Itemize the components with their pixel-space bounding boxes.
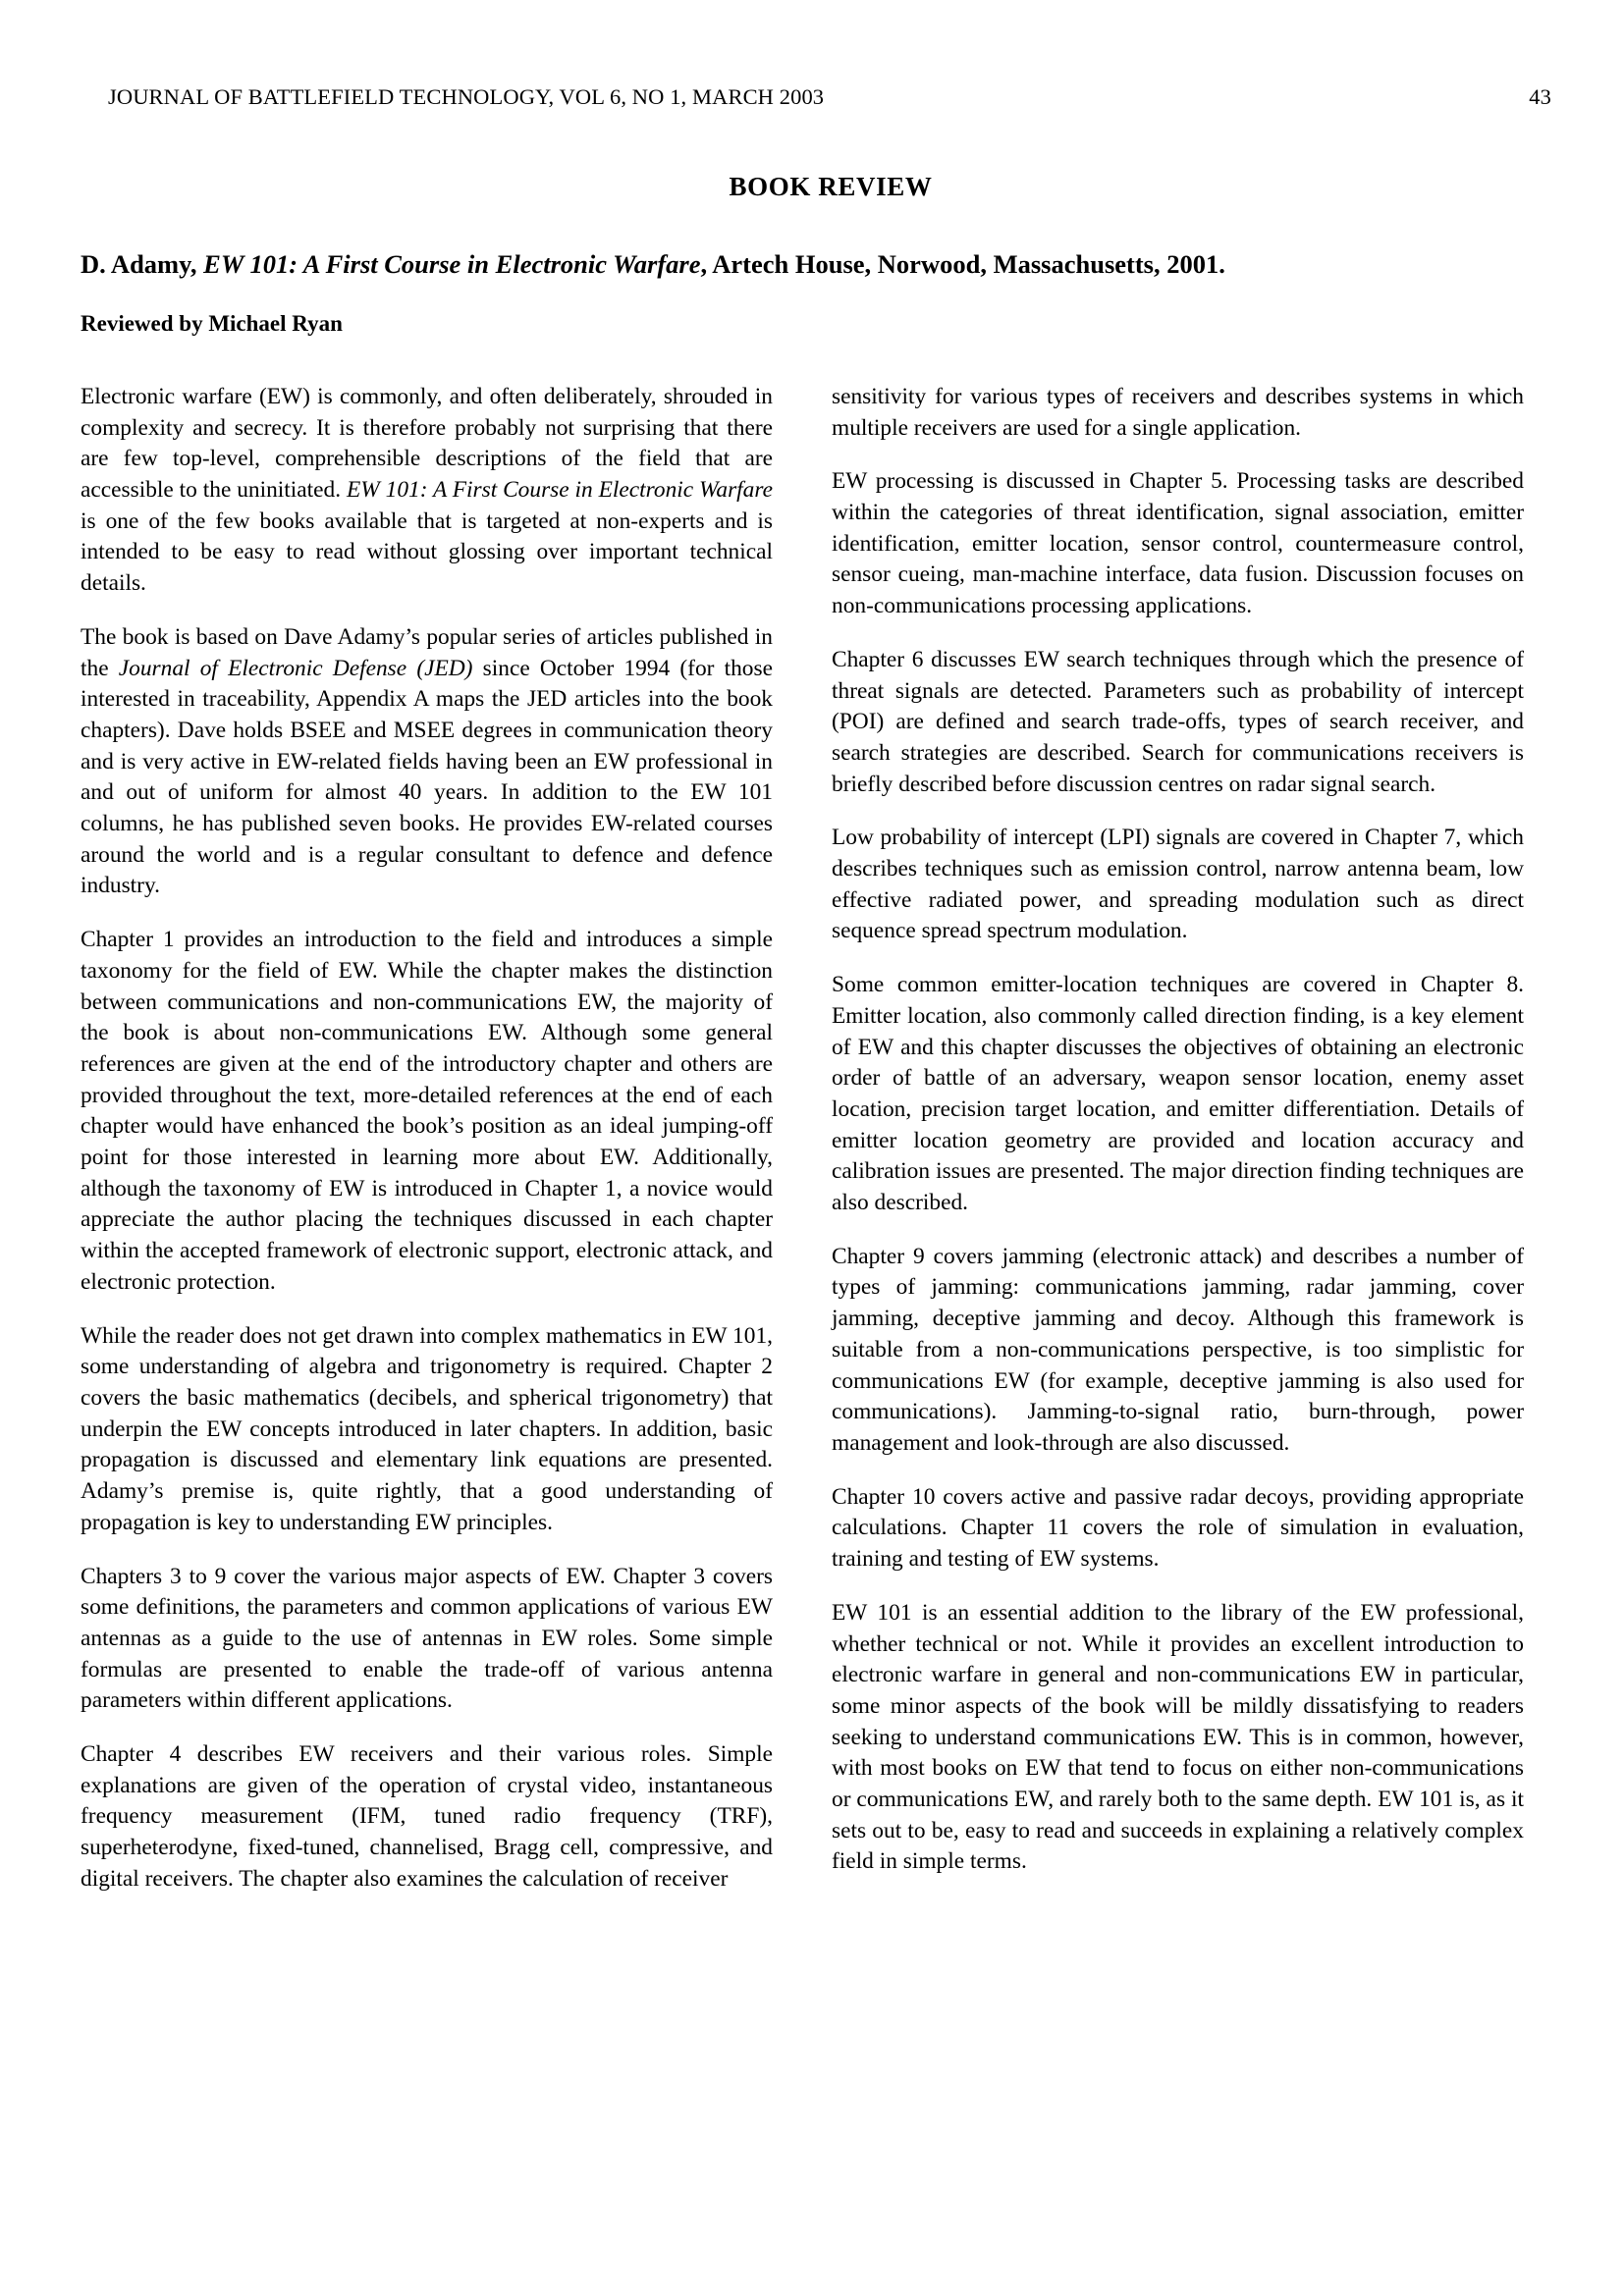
book-citation xyxy=(81,248,1553,282)
page-number: 43 xyxy=(1529,84,1551,109)
para-chapter-4 xyxy=(81,1739,773,1896)
para-chapter-4-cont xyxy=(832,382,1524,444)
citation-author: D. Adamy, xyxy=(81,249,204,279)
body-text: Chapter 10 covers active and passive radar decoys, providing appropriate calculations. Chapter 11 covers the role of simulation in evaluation, training and testing of EW systems. xyxy=(832,1483,1524,1573)
body-text: EW 101 is an essential addition to the library of the EW professional, whether technical or not. While it provides an excellent introduction to electronic warfare in general and non-communications EW in particular, some minor aspects of the book will be mildly dissatisfying to readers seeking to understand communications EW. This is in common, however, with most books on EW that tend to focus on either non-communications or communications EW, and rarely both to the same depth. EW 101 is, as it sets out to be, easy to read and succeeds in explaining a relatively complex field in simple terms. xyxy=(832,1599,1524,1875)
left-column xyxy=(81,382,773,1896)
para-chapter-3 xyxy=(81,1562,773,1718)
reviewer-byline: Reviewed by Michael Ryan xyxy=(81,310,343,336)
journal-header-text: JOURNAL OF BATTLEFIELD TECHNOLOGY, VOL 6, NO 1, MARCH 2003 xyxy=(108,84,825,109)
para-chapter-6 xyxy=(832,645,1524,801)
body-text: While the reader does not get drawn into complex mathematics in EW 101, some understanding of algebra and trigonometry is required. Chapter 2 covers the basic mathematics (decibels, and spherical trigonometry) that underpin the EW concepts introduced in later chapters. In addition, basic propagation is discussed and elementary link equations are presented. Adamy’s premise is, quite rightly, that a good understanding of propagation is key to understanding EW principles. xyxy=(81,1322,773,1535)
body-text: Chapter 1 provides an introduction to the field and introduces a simple taxonomy for the field of EW. While the chapter makes the distinction between communications and non-communications EW, the majority of the book is about non-communications EW. Although some general references are given at the end of the introductory chapter and others are provided throughout the text, more-detailed references at the end of each chapter would have enhanced the book’s position as an ideal jumping-off point for those interested in learning more about EW. Additionally, although the taxonomy of EW is introduced in Chapter 1, a novice would appreciate the author placing the techniques discussed in each chapter within the accepted framework of electronic support, electronic attack, and electronic protection. xyxy=(81,927,773,1295)
running-header xyxy=(108,84,1553,110)
para-intro xyxy=(81,382,773,600)
para-chapter-10-11 xyxy=(832,1482,1524,1575)
para-chapter-1 xyxy=(81,925,773,1298)
para-chapter-8 xyxy=(832,970,1524,1219)
para-origins xyxy=(81,622,773,902)
para-chapter-2 xyxy=(81,1321,773,1539)
body-text: Chapters 3 to 9 cover the various major aspects of EW. Chapter 3 covers some definitions, the parameters and common applications of various EW antennas as a guide to the use of antennas in EW roles. Some simple formulas are presented to enable the trade-off of various antenna parameters within different applications. xyxy=(81,1563,773,1714)
body-text: sensitivity for various types of receivers and describes systems in which multiple receivers are used for a single application. xyxy=(832,383,1524,441)
right-column xyxy=(832,382,1524,1896)
citation-publisher: , Artech House, Norwood, Massachusetts, 2001. xyxy=(700,249,1225,279)
body-text: Chapter 4 describes EW receivers and their various roles. Simple explanations are given of the operation of crystal video, instantaneous frequency measurement (IFM, tuned radio frequency (TRF), superheterodyne, fixed-tuned, channelised, Bragg cell, compressive, and digital receivers. The chapter also examines the calculation of receiver xyxy=(81,1741,773,1892)
body-text: Chapter 6 discusses EW search techniques through which the presence of threat signals are detected. Parameters such as probability of intercept (POI) are defined and search trade-offs, types of search receiver, and search strategies are described. Search for communications receivers is briefly described before discussion centres on radar signal search. xyxy=(832,646,1524,797)
para-conclusion xyxy=(832,1598,1524,1878)
body-text: since October 1994 (for those interested in traceability, Appendix A maps the JED articles into the book chapters). Dave holds BSEE and MSEE degrees in communication theory and is very active in EW-related fields having been an EW professional in and out of uniform for almost 40 years. In addition to the EW 101 columns, he has published seven books. He provides EW-related courses around the world and is a regular consultant to defence and defence industry. xyxy=(81,655,773,899)
body-columns xyxy=(81,382,1553,1896)
body-text: Chapter 9 covers jamming (electronic attack) and describes a number of types of jamming: communications jamming, radar jamming, cover jamming, deceptive jamming and decoy. Although this framework is suitable from a non-communications perspective, is too simplistic for communications EW (for example, deceptive jamming is also used for communications). Jamming-to-signal ratio, burn-through, power management and look-through are also discussed. xyxy=(832,1243,1524,1456)
body-text: Some common emitter-location techniques are covered in Chapter 8. Emitter location, also commonly called direction finding, is a key element of EW and this chapter discusses the objectives of obtaining an electronic order of battle of an adversary, weapon sensor location, enemy asset location, precision target location, and emitter differentiation. Details of emitter location geometry are provided and location accuracy and calibration issues are presented. The major direction finding techniques are also described. xyxy=(832,972,1524,1216)
body-text: The book is based on Dave Adamy’s popular series of articles published in the xyxy=(81,623,773,681)
para-chapter-5 xyxy=(832,466,1524,622)
para-chapter-7 xyxy=(832,823,1524,947)
body-text: Low probability of intercept (LPI) signals are covered in Chapter 7, which describes techniques such as emission control, narrow antenna beam, low effective radiated power, and spreading modulation such as direct sequence spread spectrum modulation. xyxy=(832,825,1524,944)
italic-title-text: EW 101: A First Course in Electronic Warfare xyxy=(346,477,773,504)
italic-title-text: Journal of Electronic Defense (JED) xyxy=(118,655,473,681)
citation-book-title: EW 101: A First Course in Electronic Warfare xyxy=(203,249,701,279)
body-text: is one of the few books available that is targeted at non-experts and is intended to be easy to read without glossing over important technical details. xyxy=(81,507,773,597)
body-text: EW processing is discussed in Chapter 5. Processing tasks are described within the categories of threat identification, signal association, emitter identification, emitter location, sensor control, countermeasure control, sensor cueing, man-machine interface, data fusion. Discussion focuses on non-communications processing applications. xyxy=(832,468,1524,619)
page-title: BOOK REVIEW xyxy=(729,172,933,201)
para-chapter-9 xyxy=(832,1242,1524,1460)
body-text: Electronic warfare (EW) is commonly, and often deliberately, shrouded in complexity and secrecy. It is therefore probably not surprising that there are few top-level, comprehensible descriptions of the field that are accessible to the uninitiated. xyxy=(81,383,773,504)
